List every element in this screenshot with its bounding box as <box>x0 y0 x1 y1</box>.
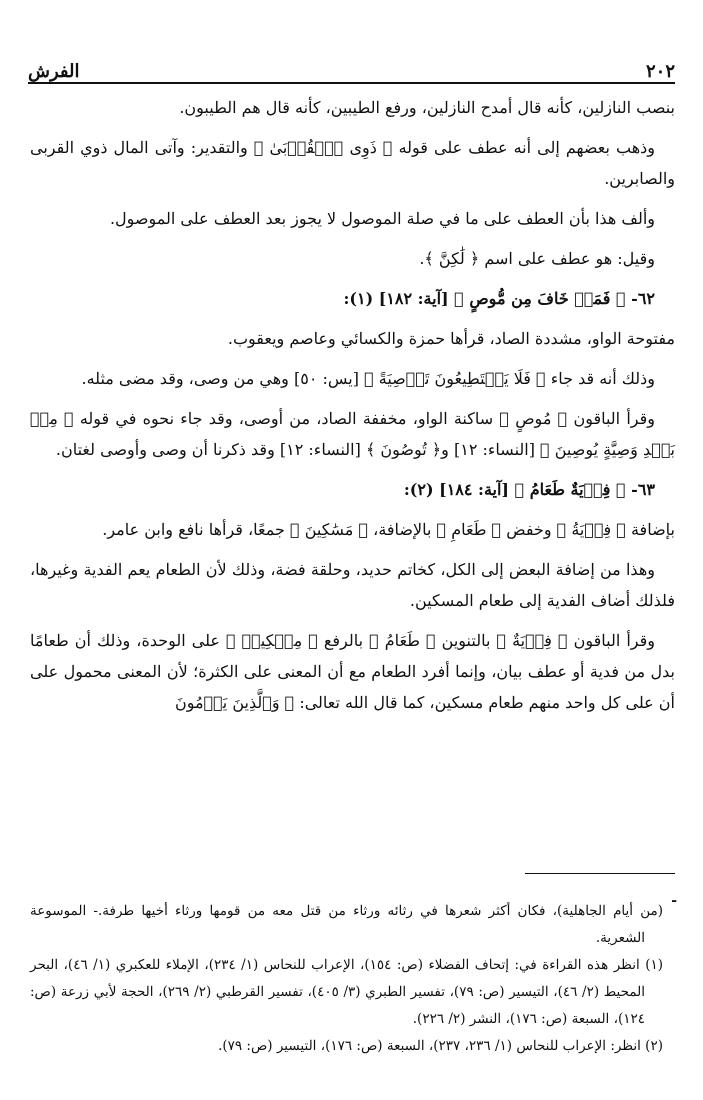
paragraph: بنصب النازلين، كأنه قال أمدح النازلين، ورفع الطيبين، كأنه قال هم الطيبون. <box>179 98 675 117</box>
footnote-continuation: (من أيام الجاهلية)، فكان أكثر شعرها في رثائه ورثاء من قتل معه من قومها ورثاء أخيها طرفة.- الموسوعة الشعرية. <box>30 903 664 946</box>
footnote-separator <box>525 873 675 874</box>
paragraph: وهذا من إضافة البعض إلى الكل، كخاتم حديد، وحلقة فضة، وذلك لأن الطعام يعم الفدية وغيرها، فلذلك أضاف الفدية إلى طعام المسكين. <box>30 560 675 610</box>
page-number: ٢٠٢ <box>645 61 675 82</box>
continuation-mark: - <box>671 893 677 909</box>
main-text <box>30 92 675 718</box>
paragraph: وقرأ الباقون ﴿ مُوصٍ ﴾ ساكنة الواو، مخففة الصاد، من أوصى، وقد جاء نحوه في قوله ﴿ مِنۢ بَعۡدِ وَصِيَّةٍ يُوصِينَ ﴾ [النساء: ١٢] و﴿ تُوصُونَ ﴾ [النساء: ١٢] وقد ذكرنا أن وصى وأوصى لغتان. <box>30 409 675 459</box>
paragraph: وقيل: هو عطف على اسم ﴿ لَٰكِنَّ ﴾. <box>419 249 655 268</box>
footnote-2: (٢) انظر: الإعراب للنحاس (١/ ٢٣٦، ٢٣٧)، السبعة (ص: ١٧٦)، التيسير (ص: ٧٩). <box>218 1038 663 1054</box>
paragraph: وذهب بعضهم إلى أنه عطف على قوله ﴿ ذَوِى ٱلۡقُرۡبَىٰ ﴾ والتقدير: وآتى المال ذوي القربى والصابرين. <box>30 138 675 188</box>
entry-heading-62: ٦٢- ﴿ فَمَنۡ خَافَ مِن مُّوصٍ ﴾ [آية: ١٨٢] (١): <box>343 289 655 308</box>
paragraph: بإضافة ﴿ فِدۡيَةُ ﴾ وخفض ﴿ طَعَامِ ﴾ بالإضافة، ﴿ مَسَٰكِينَ ﴾ جمعًا، قرأها نافع وابن عامر. <box>102 520 675 539</box>
footnote-1: (١) انظر هذه القراءة في: إتحاف الفضلاء (ص: ١٥٤)، الإعراب للنحاس (١/ ٢٣٤)، الإملاء للعكبري (١/ ٤٦)، البحر المحيط (٢/ ٤٦)، التيسير (ص: ٧٩)، تفسير الطبري (٣/ ٤٠٥)، تفسير القرطبي (٢/ ٢٦٩)، الحجة لأبي زرعة (ص: ١٢٤)، السبعة (ص: ١٧٦)، النشر (٢/ ٢٢٦). <box>30 957 664 1027</box>
section-title: الفرش <box>28 61 80 82</box>
paragraph: وألف هذا بأن العطف على ما في صلة الموصول لا يجوز بعد العطف على الموصول. <box>109 209 655 228</box>
header-rule <box>28 82 675 84</box>
paragraph: وذلك أنه قد جاء ﴿ فَلَا يَسۡتَطِيعُونَ تَوۡصِيَةً ﴾ [يس: ٥٠] وهي من وصى، وقد مضى مثله. <box>81 369 655 388</box>
footnotes <box>30 898 663 1060</box>
entry-heading-63: ٦٣- ﴿ فِدۡيَةٌ طَعَامُ ﴾ [آية: ١٨٤] (٢): <box>403 480 655 499</box>
paragraph: وقرأ الباقون ﴿ فِدۡيَةٌ ﴾ بالتنوين ﴿ طَعَامُ ﴾ بالرفع ﴿ مِسۡكِينٖ ﴾ على الوحدة، وذلك أن طعامًا بدل من فدية أو عطف بيان، وإنما أفرد الطعام مع أن المعنى على الكثرة؛ لأن المعنى محمول على أن على كل واحد منهم طعام مسكين، كما قال الله تعالى: ﴿ وَٱلَّذِينَ يَرۡمُونَ <box>30 631 675 712</box>
paragraph: مفتوحة الواو، مشددة الصاد، قرأها حمزة والكسائي وعاصم ويعقوب. <box>227 329 675 348</box>
page-header <box>28 52 675 82</box>
